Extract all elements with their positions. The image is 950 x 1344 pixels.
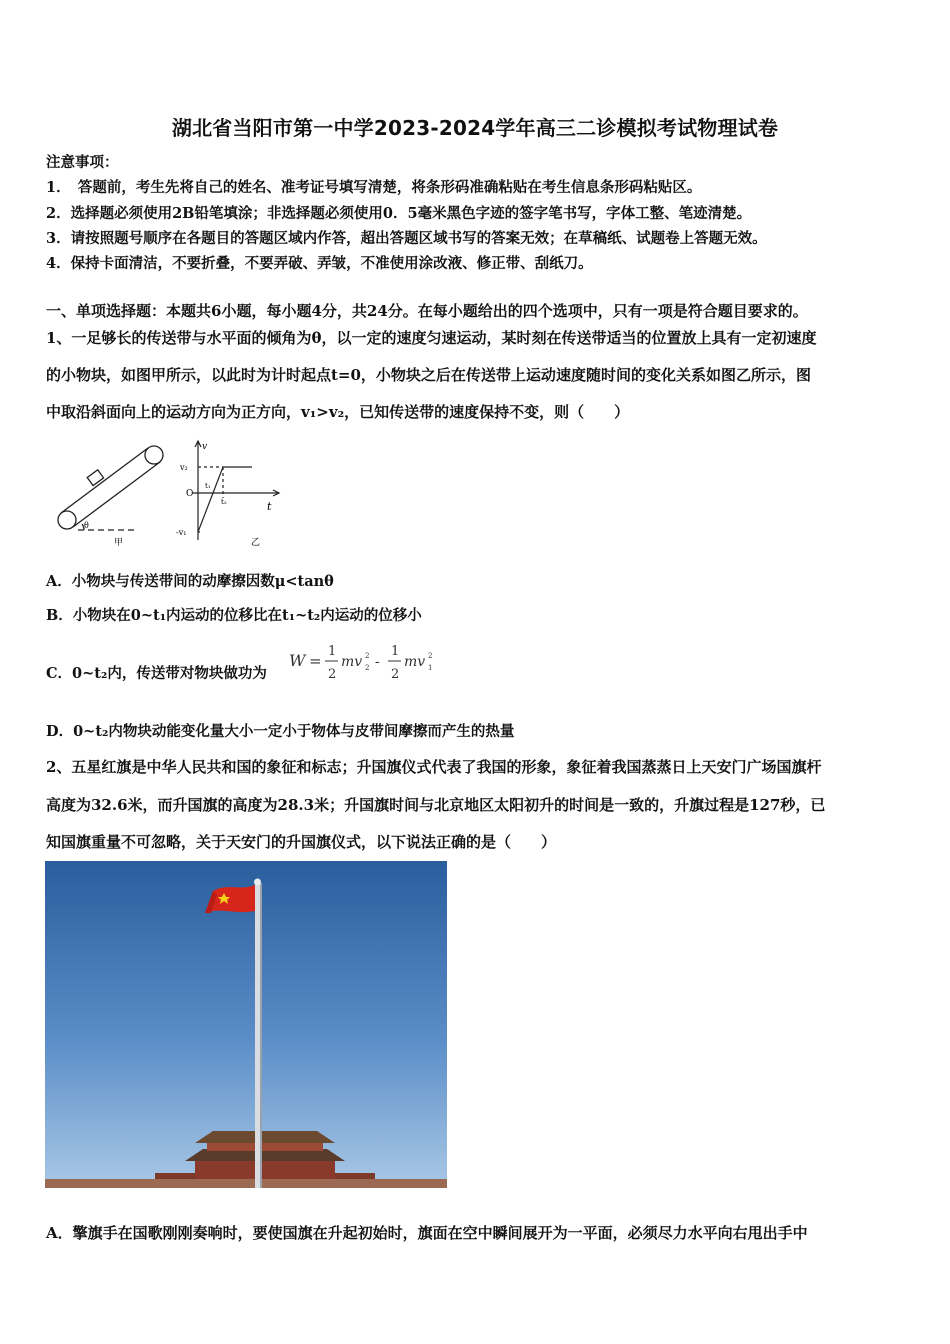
q2-line-1: 2、五星红旗是中华人民共和国的象征和标志；升国旗仪式代表了我国的形象，象征着我国蒸蒸日上天安门广场国旗杆	[46, 758, 822, 776]
formula-w: W	[289, 651, 306, 670]
v-axis-label: v	[202, 442, 208, 452]
formula-den-2: 2	[391, 667, 400, 682]
exam-title: 湖北省当阳市第一中学2023-2024学年高三二诊模拟考试物理试卷	[171, 116, 779, 140]
q1-line-1: 1、一足够长的传送带与水平面的倾角为θ，以一定的速度匀速运动，某时刻在传送带适当的位置放上具有一定初速度	[46, 329, 817, 347]
notice-item-2: 2．选择题必须使用2B铅笔填涂；非选择题必须使用0．5毫米黑色字迹的签字笔书写，字体工整、笔迹清楚。	[46, 205, 752, 222]
notice-item-3: 3．请按照题号顺序在各题目的答题区域内作答，超出答题区域书写的答案无效；在草稿纸、试题卷上答题无效。	[46, 230, 767, 247]
q1-option-c	[46, 662, 267, 683]
neg-v1-label: -v₁	[176, 528, 187, 537]
flag-pole	[255, 883, 260, 1188]
figure-jia-label: 甲	[114, 538, 124, 548]
formula-sub-b: 1	[428, 664, 433, 672]
notice-item-4: 4．保持卡面清洁，不要折叠，不要弄破、弄皱，不准使用涂改液、修正带、刮纸刀。	[46, 255, 593, 272]
v2-label: v₂	[180, 463, 188, 472]
notice-heading: 注意事项：	[46, 154, 119, 171]
section-heading: 一、单项选择题：本题共6小题，每小题4分，共24分。在每小题给出的四个选项中，只有一项是符合题目要求的。	[46, 302, 808, 320]
formula-num-1: 1	[328, 644, 337, 659]
conveyor-belt-figure	[50, 436, 180, 548]
q1-option-b: B．小物块在0~t₁内运动的位移比在t₁~t₂内运动的位移小	[46, 607, 422, 624]
origin-label: O	[186, 489, 194, 499]
q2-line-3: 知国旗重量不可忽略，关于天安门的升国旗仪式，以下说法正确的是（ ）	[46, 833, 557, 851]
formula-sup-b: 2	[428, 652, 433, 660]
formula-minus: -	[375, 654, 380, 670]
formula-num-2: 1	[391, 644, 400, 659]
formula-eq: =	[309, 652, 322, 670]
q1-option-c-text: C．0~t₂内，传送带对物块做功为	[46, 665, 267, 682]
q2-line-2: 高度为32.6米，而升国旗的高度为28.3米；升国旗时间与北京地区太阳初升的时间是一致的，升旗过程是127秒，已	[46, 796, 826, 814]
notice-item-1: 1． 答题前，考生先将自己的姓名、准考证号填写清楚，将条形码准确粘贴在考生信息条形码粘贴区。	[46, 179, 702, 196]
t2-label: t₂	[221, 498, 227, 506]
formula-mv-a: mv	[341, 654, 363, 670]
work-formula	[287, 640, 437, 684]
q1-option-a: A．小物块与传送带间的动摩擦因数μ<tanθ	[46, 573, 334, 590]
t-axis-label: t	[267, 500, 272, 513]
q1-line-2: 的小物块，如图甲所示，以此时为计时起点t=0，小物块之后在传送带上运动速度随时间的变化关系如图乙所示，图	[46, 366, 811, 384]
q2-option-a: A．擎旗手在国歌刚刚奏响时，要使国旗在升起初始时，旗面在空中瞬间展开为一平面，必须尽力水平向右甩出手中	[46, 1224, 808, 1242]
t1-label: t₁	[205, 482, 211, 490]
formula-den-1: 2	[328, 667, 337, 682]
figure-yi-label: 乙	[251, 538, 261, 548]
q1-option-d: D．0~t₂内物块动能变化量大小一定小于物体与皮带间摩擦而产生的热量	[46, 723, 515, 740]
q1-line-3: 中取沿斜面向上的运动方向为正方向，v₁>v₂，已知传送带的速度保持不变，则（ ）	[46, 403, 630, 421]
velocity-time-graph	[175, 436, 290, 548]
formula-sub-a: 2	[365, 664, 370, 672]
theta-label: θ	[84, 521, 89, 530]
formula-sup-a: 2	[365, 652, 370, 660]
flag-photo	[45, 861, 447, 1188]
formula-mv-b: mv	[404, 654, 426, 670]
